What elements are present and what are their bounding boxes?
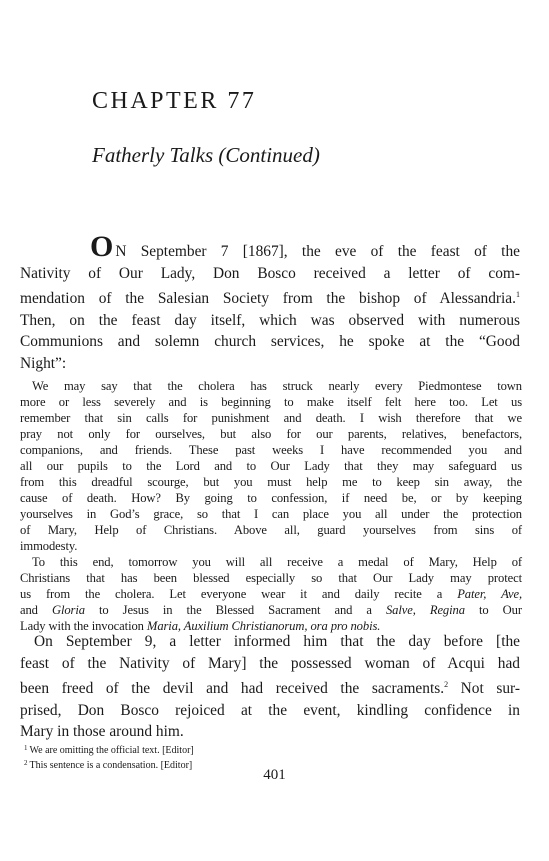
quoted-talk [20,378,522,634]
closing-line-4: prised, Don Bosco rejoiced at the event, kindling confidence in [20,701,520,719]
quote-line: all our pupils to the Lord and to Our Lady that they may safeguard us [20,459,522,473]
intro-paragraph [20,230,520,374]
quote-line: Christians that has been blessed especially so that Our Lady may protect [20,571,522,585]
quote-line: To this end, tomorrow you will all receive a medal of Mary, Help of [32,555,522,569]
quote-line: us from the cholera. Let everyone wear it and daily recite a Pater, Ave, [20,587,522,601]
closing-paragraph [20,631,520,743]
intro-line-4: Then, on the feast day itself, which was observed with numerous [20,311,520,329]
quote-line: yourselves in God’s grace, so that I can place you all under the protection [20,507,522,521]
quote-line: immodesty. [20,539,78,553]
quote-line: and Gloria to Jesus in the Blessed Sacrament and a Salve, Regina to Our [20,603,522,617]
closing-line-2: feast of the Nativity of Mary] the possessed woman of Acqui had [20,654,520,672]
chapter-heading: CHAPTER 77 [92,88,257,114]
quote-line: more or less severely and is beginning to make itself felt here too. Let us [20,395,522,409]
closing-line-3: been freed of the devil and had received the sacraments.$^2$ Not sur- [20,680,520,697]
quote-line: cause of death. How? By going to confession, if need be, or by keeping [20,491,522,505]
quote-line: from this dreadful scourge, but you must help me to keep sin away, the [20,475,522,489]
chapter-title: Fatherly Talks (Continued) [92,143,320,167]
quote-line: remember that sin calls for punishment and death. I wish therefore that we [20,411,522,425]
footnote-ref-1: 1 [516,290,520,299]
quote-line: companions, and friends. These past weeks I have recommended you and [20,443,522,457]
footnote-1: $^1$ We are omitting the official text. [Editor] [24,744,194,756]
intro-line-5: Communions and solemn church services, he spoke at the “Good [20,333,520,350]
quote-line: of Mary, Help of Christians. Above all, guard yourselves from sins of [20,523,522,537]
quote-line: We may say that the cholera has struck nearly every Piedmontese town [32,379,522,393]
closing-line-5: Mary in those around him. [20,723,184,740]
drop-cap: O [90,230,114,263]
intro-line-3: mendation of the Salesian Society from the bishop of Alessandria.$^1$ [20,290,520,307]
intro-line-6: Night”: [20,354,67,372]
page-number: 401 [263,767,286,783]
quote-line: pray not only for ourselves, but also for our parents, relatives, benefactors, [20,427,522,441]
closing-line-1: On September 9, a letter informed him that the day before [the [34,633,520,650]
quote-line: Lady with the invocation Maria, Auxilium Christianorum, ora pro nobis. [20,619,381,633]
footnote-2: $^2$ This sentence is a condensation. [Editor] [24,759,193,771]
footnote-ref-2: 2 [444,680,449,689]
intro-line-2: Nativity of Our Lady, Don Bosco received a letter of com- [20,264,520,282]
intro-line-1: O N September 7 [1867], the eve of the feast of the [90,230,520,263]
